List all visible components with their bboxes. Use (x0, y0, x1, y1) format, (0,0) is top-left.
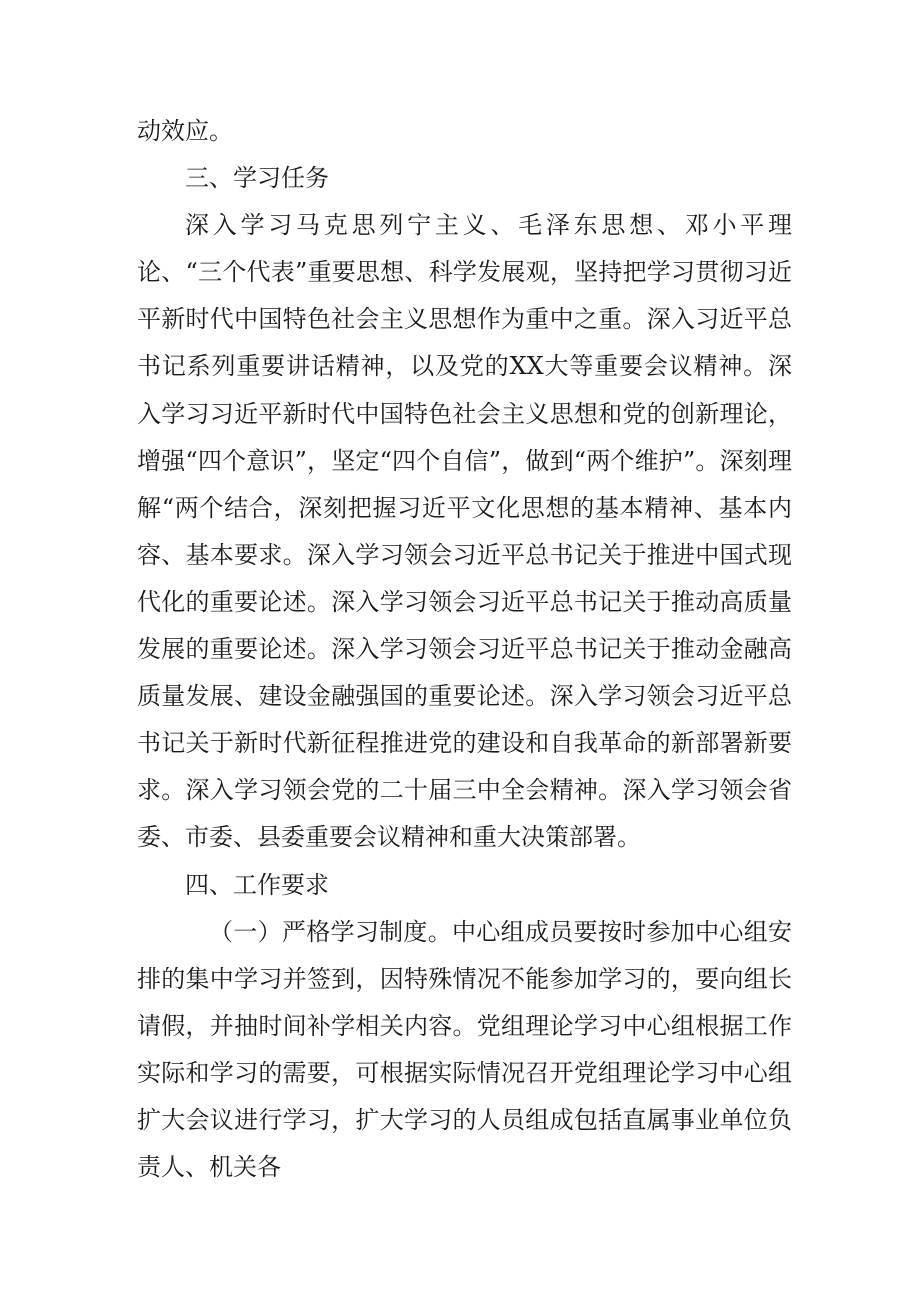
paragraph-strict-learning-system: （一）严格学习制度。中心组成员要按时参加中心组安排的集中学习并签到，因特殊情况不能参加学习的，要向组长请假，并抽时间补学相关内容。党组理论学习中心组根据工作实际和学习的需要，可根据实际情况召开党组理论学习中心组扩大会议进行学习，扩大学习的人员组成包括直属事业单位负责人、机关各 (137, 917, 792, 1182)
section-heading-learning-tasks: 三、学习任务 (185, 164, 329, 193)
document-body (137, 108, 792, 1191)
section-heading-work-requirements: 四、工作要求 (185, 870, 329, 899)
paragraph-learning-tasks: 深入学习马克思列宁主义、毛泽东思想、邓小平理论、“三个代表”重要思想、科学发展观，坚持把学习贯彻习近平新时代中国特色社会主义思想作为重中之重。深入习近平总书记系列重要讲话精神，以及党的XX大等重要会议精神。深入学习习近平新时代中国特色社会主义思想和党的创新理论，增强“四个意识”，坚定“四个自信”，做到“两个维护”。深刻理解“两个结合，深刻把握习近平文化思想的基本精神、基本内容、基本要求。深入学习领会习近平总书记关于推进中国式现代化的重要论述。深入学习领会习近平总书记关于推动高质量发展的重要论述。深入学习领会习近平总书记关于推动金融高质量发展、建设金融强国的重要论述。深入学习领会习近平总书记关于新时代新征程推进党的建设和自我革命的新部署新要求。深入学习领会党的二十届三中全会精神。深入学习领会省委、市委、县委重要会议精神和重大决策部署。 (137, 211, 792, 852)
paragraph-continuation: 动效应。 (137, 117, 233, 145)
